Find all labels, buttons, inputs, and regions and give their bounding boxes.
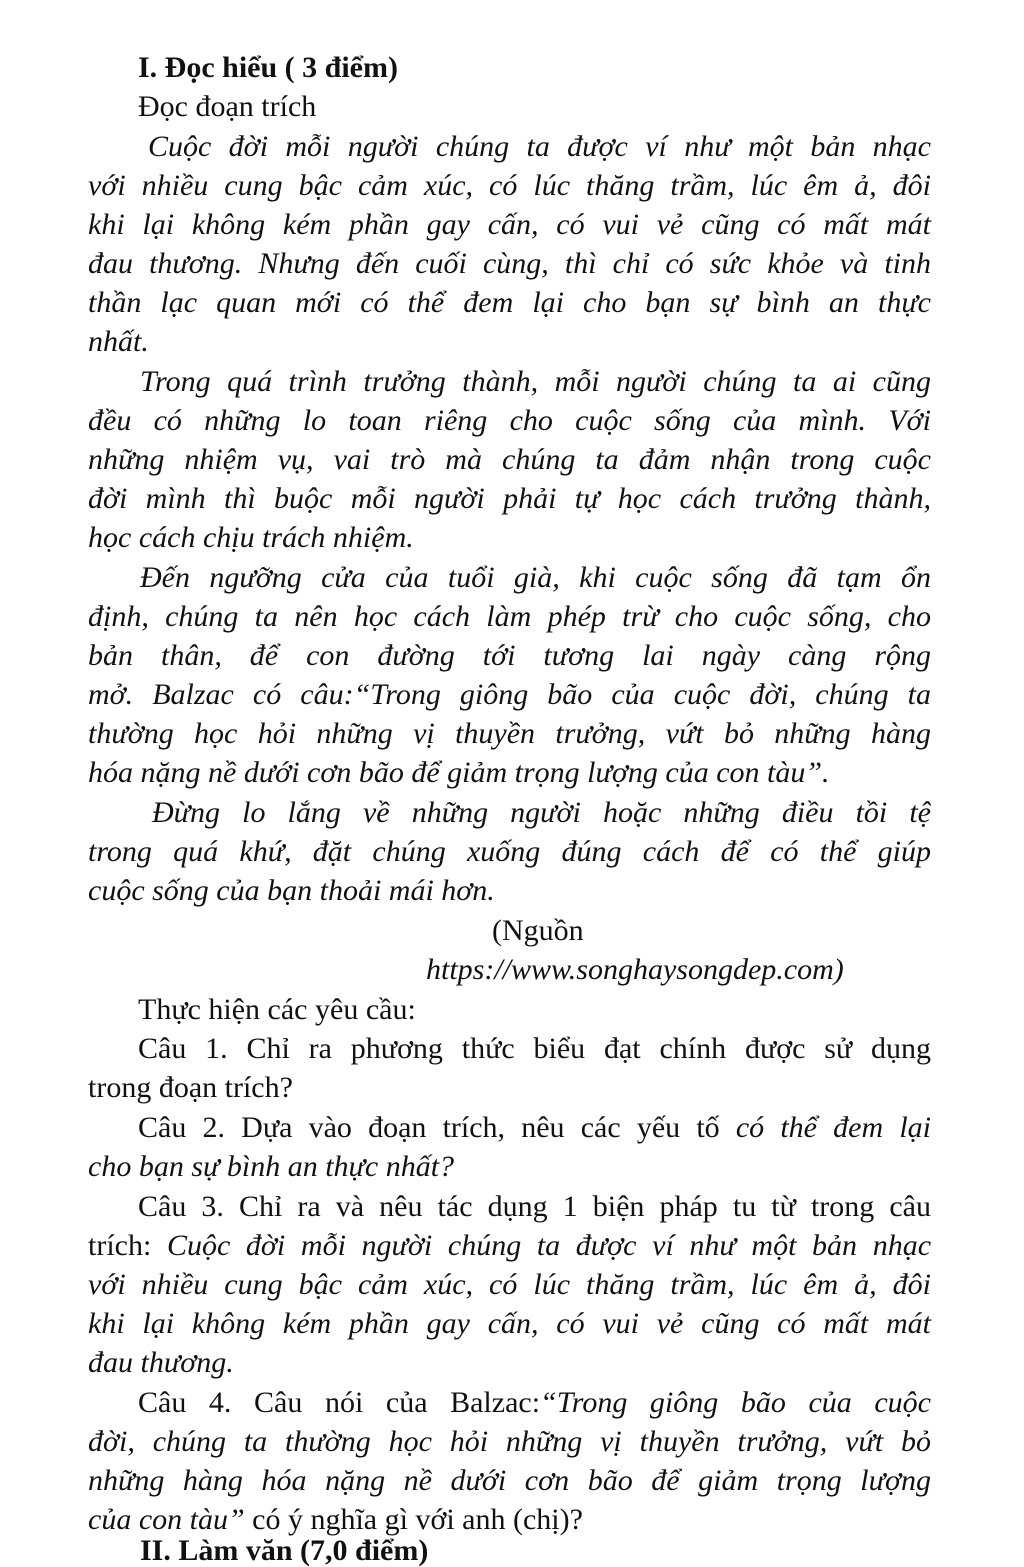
- question-2-text: Câu 2. Dựa vào đoạn trích, nêu các yếu tố: [138, 1111, 736, 1144]
- question-3-text: trích:: [88, 1229, 167, 1262]
- passage-line: định, chúng ta nên học cách làm phép trừ cho cuộc sống, cho: [88, 600, 931, 633]
- passage-line: hóa nặng nề dưới cơn bão để giảm trọng lượng của con tàu”.: [88, 756, 830, 789]
- question-3-italic: Cuộc đời mỗi người chúng ta được ví như một bản nhạc: [166, 1229, 932, 1262]
- source-url: https://www.songhaysongdep.com): [426, 953, 844, 986]
- passage-line: cuộc sống của bạn thoải mái hơn.: [88, 874, 495, 907]
- passage-line: đều có những lo toan riêng cho cuộc sống của mình. Với: [88, 404, 931, 437]
- passage-line: bản thân, để con đường tới tương lai ngày càng rộng: [88, 639, 931, 672]
- question-3-line: [88, 1226, 931, 1265]
- tasks-heading: Thực hiện các yêu cầu:: [138, 993, 416, 1026]
- question-4-line: những hàng hóa nặng nề dưới cơn bão để giảm trọng lượng: [88, 1464, 931, 1497]
- question-3-line: Câu 3. Chỉ ra và nêu tác dụng 1 biện pháp tu từ trong câu: [138, 1190, 931, 1223]
- section-heading: I. Đọc hiểu ( 3 điểm): [138, 51, 398, 84]
- question-4-line: đời, chúng ta thường học hỏi những vị thuyền trưởng, vứt bỏ: [88, 1425, 931, 1458]
- passage-line: với nhiều cung bậc cảm xúc, có lúc thăng trầm, lúc êm ả, đôi: [88, 169, 931, 202]
- intro-line: Đọc đoạn trích: [138, 90, 317, 123]
- passage-line: những nhiệm vụ, vai trò mà chúng ta đảm nhận trong cuộc: [88, 443, 931, 476]
- next-section-heading: II. Làm văn (7,0 điểm): [140, 1534, 429, 1567]
- passage-line: trong quá khứ, đặt chúng xuống đúng cách để có thể giúp: [88, 835, 931, 868]
- question-2-line: cho bạn sự bình an thực nhất?: [88, 1150, 455, 1183]
- question-4-text: Câu 4. Câu nói của Balzac:: [138, 1386, 541, 1419]
- question-4-line: [138, 1383, 931, 1422]
- passage-line: đau thương. Nhưng đến cuối cùng, thì chỉ có sức khỏe và tinh: [88, 247, 931, 280]
- next-section-heading-cutoff: [140, 1534, 440, 1567]
- question-3-line: đau thương.: [88, 1346, 234, 1379]
- passage-line: thần lạc quan mới có thể đem lại cho bạn sự bình an thực: [88, 286, 931, 319]
- passage-line: nhất.: [88, 325, 149, 358]
- passage-line: Đừng lo lắng về những người hoặc những điều tồi tệ: [152, 796, 931, 829]
- passage-line: Đến ngưỡng cửa của tuổi già, khi cuộc sống đã tạm ổn: [140, 561, 931, 594]
- question-3-line: với nhiều cung bậc cảm xúc, có lúc thăng trầm, lúc êm ả, đôi: [88, 1268, 931, 1301]
- passage-line: học cách chịu trách nhiệm.: [88, 521, 414, 554]
- question-4-italic: của con tàu”: [88, 1503, 245, 1536]
- passage-line: Trong quá trình trưởng thành, mỗi người chúng ta ai cũng: [140, 365, 931, 398]
- question-1-line: Câu 1. Chỉ ra phương thức biểu đạt chính được sử dụng: [138, 1032, 931, 1065]
- passage-line: Cuộc đời mỗi người chúng ta được ví như một bản nhạc: [148, 130, 931, 163]
- question-2-line: [138, 1108, 931, 1147]
- question-4-text: có ý nghĩa gì với anh (chị)?: [244, 1503, 583, 1536]
- source-label: (Nguồn: [492, 914, 584, 947]
- passage-line: thường học hỏi những vị thuyền trưởng, vứt bỏ những hàng: [88, 717, 931, 750]
- question-3-line: khi lại không kém phần gay cấn, có vui vẻ cũng có mất mát: [88, 1307, 931, 1340]
- question-1-line: trong đoạn trích?: [88, 1071, 293, 1104]
- passage-line: đời mình thì buộc mỗi người phải tự học cách trưởng thành,: [88, 482, 931, 515]
- question-2-italic: có thể đem lại: [735, 1111, 931, 1144]
- question-4-italic: “Trong giông bão của cuộc: [540, 1386, 931, 1419]
- passage-line: mở. Balzac có câu:“Trong giông bão của cuộc đời, chúng ta: [88, 678, 931, 711]
- passage-line: khi lại không kém phần gay cấn, có vui vẻ cũng có mất mát: [88, 208, 931, 241]
